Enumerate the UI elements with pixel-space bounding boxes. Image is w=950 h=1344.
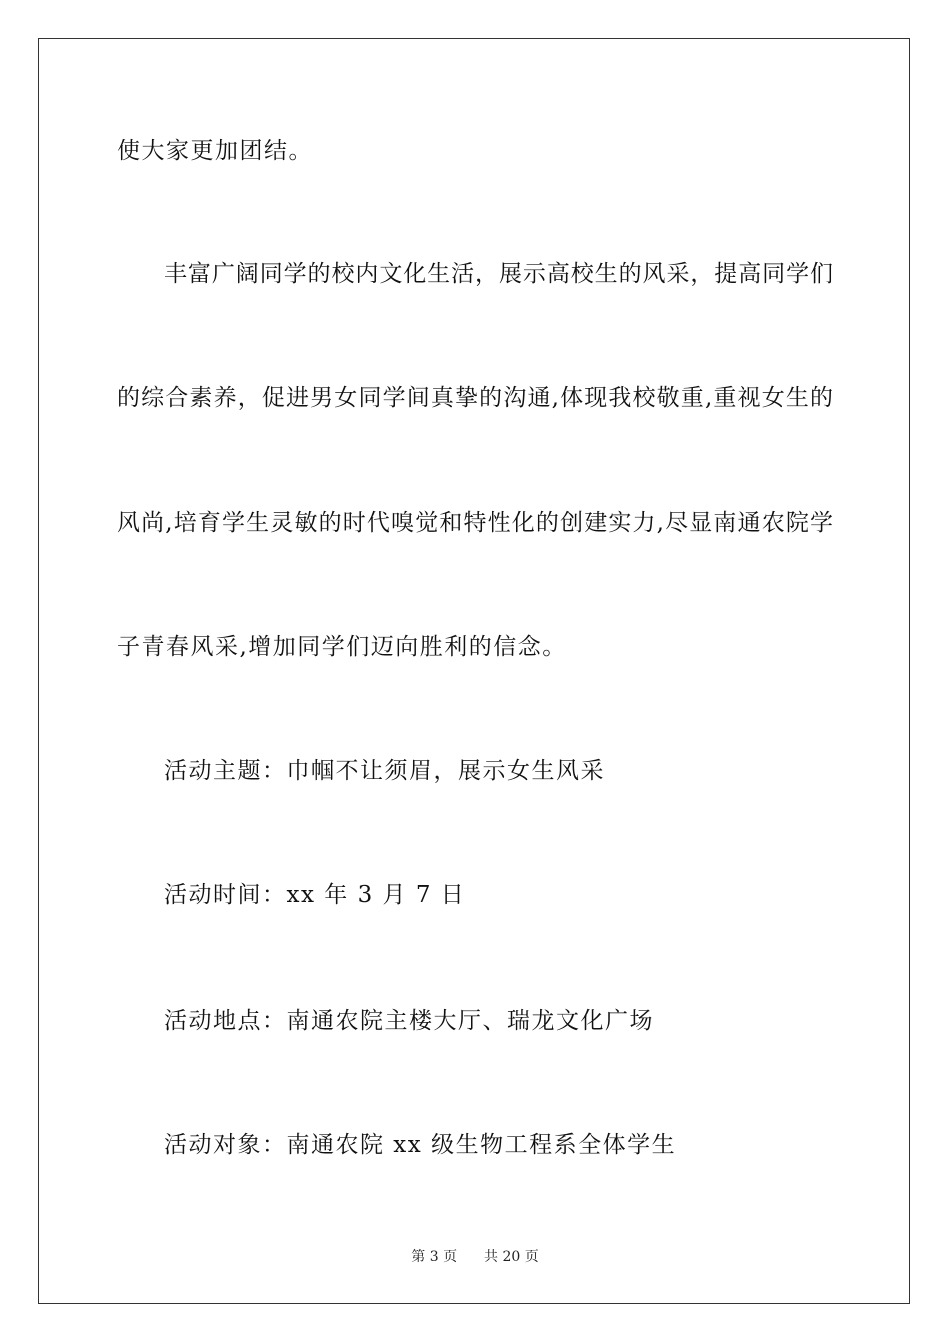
- page-total: 共 20 页: [484, 1249, 539, 1265]
- activity-theme: 活动主题：巾帼不让须眉，展示女生风采: [164, 758, 605, 784]
- page-number: 第 3 页: [411, 1249, 458, 1265]
- page-border: [38, 38, 910, 1304]
- paragraph-line: 风尚,培育学生灵敏的时代嗅觉和特性化的创建实力,尽显南通农院学: [117, 510, 833, 536]
- paragraph-line: 使大家更加团结。: [117, 138, 313, 164]
- activity-location: 活动地点：南通农院主楼大厅、瑞龙文化广场: [164, 1008, 654, 1034]
- paragraph-line: 丰富广阔同学的校内文化生活，展示高校生的风采，提高同学们: [164, 261, 833, 287]
- paragraph-line: 的综合素养，促进男女同学间真挚的沟通,体现我校敬重,重视女生的: [117, 385, 833, 411]
- activity-time: 活动时间：xx 年 3 月 7 日: [164, 882, 466, 908]
- page-footer: [0, 1248, 950, 1266]
- activity-audience: 活动对象：南通农院 xx 级生物工程系全体学生: [164, 1132, 677, 1158]
- paragraph-line: 子青春风采,增加同学们迈向胜利的信念。: [117, 634, 567, 660]
